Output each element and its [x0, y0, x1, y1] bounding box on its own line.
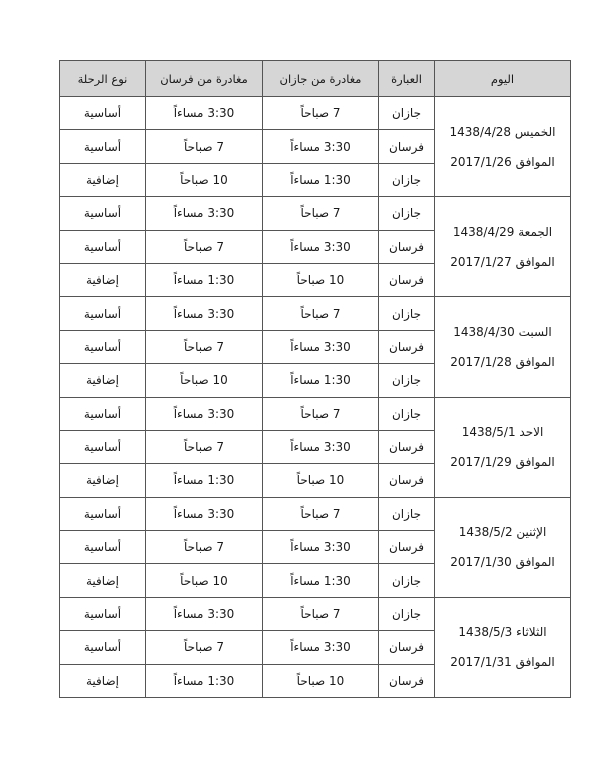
ferry-cell: فرسان [379, 531, 435, 564]
trip-type-cell: إضافية [60, 564, 146, 597]
departure-jazan-cell: 3:30 مساءاً [263, 631, 379, 664]
trip-type-cell: إضافية [60, 364, 146, 397]
trip-type-cell: أساسية [60, 597, 146, 630]
gregorian-date: الموافق 2017/1/30 [450, 555, 555, 570]
ferry-cell: جازان [379, 163, 435, 196]
day-cell [435, 597, 571, 697]
ferry-cell: جازان [379, 597, 435, 630]
departure-farasan-cell: 1:30 مساءاً [146, 263, 263, 296]
ferry-schedule-table [59, 60, 571, 698]
hijri-date: الثلاثاء 1438/5/3 [458, 625, 547, 640]
ferry-cell: فرسان [379, 230, 435, 263]
departure-jazan-cell: 1:30 مساءاً [263, 163, 379, 196]
departure-jazan-cell: 7 صباحاً [263, 197, 379, 230]
departure-farasan-cell: 10 صباحاً [146, 564, 263, 597]
trip-type-cell: أساسية [60, 130, 146, 163]
ferry-cell: جازان [379, 364, 435, 397]
departure-farasan-cell: 7 صباحاً [146, 230, 263, 263]
header-departure-jazan: مغادرة من جازان [263, 61, 379, 97]
departure-farasan-cell: 3:30 مساءاً [146, 297, 263, 330]
trip-type-cell: أساسية [60, 531, 146, 564]
day-cell [435, 497, 571, 597]
gregorian-date: الموافق 2017/1/28 [450, 354, 555, 369]
departure-farasan-cell: 7 صباحاً [146, 330, 263, 363]
table-row [60, 397, 571, 430]
table-row [60, 597, 571, 630]
ferry-cell: فرسان [379, 631, 435, 664]
departure-jazan-cell: 3:30 مساءاً [263, 531, 379, 564]
departure-farasan-cell: 3:30 مساءاً [146, 97, 263, 130]
departure-farasan-cell: 3:30 مساءاً [146, 497, 263, 530]
ferry-cell: فرسان [379, 430, 435, 463]
departure-farasan-cell: 3:30 مساءاً [146, 397, 263, 430]
hijri-date: الجمعة 1438/4/29 [452, 224, 553, 239]
ferry-cell: جازان [379, 197, 435, 230]
departure-jazan-cell: 7 صباحاً [263, 297, 379, 330]
departure-jazan-cell: 7 صباحاً [263, 597, 379, 630]
day-cell [435, 397, 571, 497]
departure-farasan-cell: 1:30 مساءاً [146, 664, 263, 697]
header-departure-farasan: مغادرة من فرسان [146, 61, 263, 97]
departure-jazan-cell: 3:30 مساءاً [263, 430, 379, 463]
gregorian-date: الموافق 2017/1/26 [450, 154, 555, 169]
ferry-cell: فرسان [379, 130, 435, 163]
trip-type-cell: أساسية [60, 197, 146, 230]
table-row [60, 297, 571, 330]
trip-type-cell: إضافية [60, 163, 146, 196]
departure-jazan-cell: 1:30 مساءاً [263, 564, 379, 597]
departure-farasan-cell: 7 صباحاً [146, 130, 263, 163]
table-row [60, 497, 571, 530]
ferry-cell: جازان [379, 497, 435, 530]
table-row [60, 97, 571, 130]
departure-jazan-cell: 7 صباحاً [263, 497, 379, 530]
ferry-cell: جازان [379, 397, 435, 430]
departure-farasan-cell: 10 صباحاً [146, 364, 263, 397]
departure-farasan-cell: 7 صباحاً [146, 631, 263, 664]
departure-farasan-cell: 3:30 مساءاً [146, 197, 263, 230]
trip-type-cell: أساسية [60, 497, 146, 530]
ferry-cell: جازان [379, 297, 435, 330]
header-day: اليوم [435, 61, 571, 97]
ferry-cell: جازان [379, 97, 435, 130]
gregorian-date: الموافق 2017/1/29 [450, 455, 555, 470]
gregorian-date: الموافق 2017/1/31 [450, 655, 555, 670]
ferry-cell: فرسان [379, 330, 435, 363]
departure-farasan-cell: 3:30 مساءاً [146, 597, 263, 630]
trip-type-cell: إضافية [60, 664, 146, 697]
departure-jazan-cell: 7 صباحاً [263, 397, 379, 430]
schedule-body [60, 97, 571, 698]
departure-jazan-cell: 10 صباحاً [263, 464, 379, 497]
departure-jazan-cell: 3:30 مساءاً [263, 330, 379, 363]
departure-jazan-cell: 10 صباحاً [263, 664, 379, 697]
hijri-date: الإثنين 1438/5/2 [458, 525, 547, 540]
day-cell [435, 97, 571, 197]
trip-type-cell: أساسية [60, 297, 146, 330]
ferry-cell: فرسان [379, 263, 435, 296]
departure-farasan-cell: 7 صباحاً [146, 430, 263, 463]
departure-jazan-cell: 3:30 مساءاً [263, 230, 379, 263]
day-cell [435, 197, 571, 297]
table-row [60, 197, 571, 230]
header-ferry: العبارة [379, 61, 435, 97]
departure-jazan-cell: 1:30 مساءاً [263, 364, 379, 397]
departure-jazan-cell: 10 صباحاً [263, 263, 379, 296]
trip-type-cell: أساسية [60, 97, 146, 130]
ferry-cell: فرسان [379, 464, 435, 497]
hijri-date: السبت 1438/4/30 [453, 324, 552, 339]
departure-farasan-cell: 1:30 مساءاً [146, 464, 263, 497]
trip-type-cell: إضافية [60, 263, 146, 296]
trip-type-cell: أساسية [60, 631, 146, 664]
header-trip-type: نوع الرحلة [60, 61, 146, 97]
hijri-date: الاحد 1438/5/1 [461, 425, 544, 440]
departure-jazan-cell: 7 صباحاً [263, 97, 379, 130]
departure-farasan-cell: 7 صباحاً [146, 531, 263, 564]
ferry-cell: فرسان [379, 664, 435, 697]
hijri-date: الخميس 1438/4/28 [449, 124, 556, 139]
ferry-cell: جازان [379, 564, 435, 597]
trip-type-cell: أساسية [60, 230, 146, 263]
header-row [60, 61, 571, 97]
gregorian-date: الموافق 2017/1/27 [450, 254, 555, 269]
departure-jazan-cell: 3:30 مساءاً [263, 130, 379, 163]
trip-type-cell: أساسية [60, 397, 146, 430]
trip-type-cell: أساسية [60, 330, 146, 363]
trip-type-cell: أساسية [60, 430, 146, 463]
departure-farasan-cell: 10 صباحاً [146, 163, 263, 196]
day-cell [435, 297, 571, 397]
trip-type-cell: إضافية [60, 464, 146, 497]
